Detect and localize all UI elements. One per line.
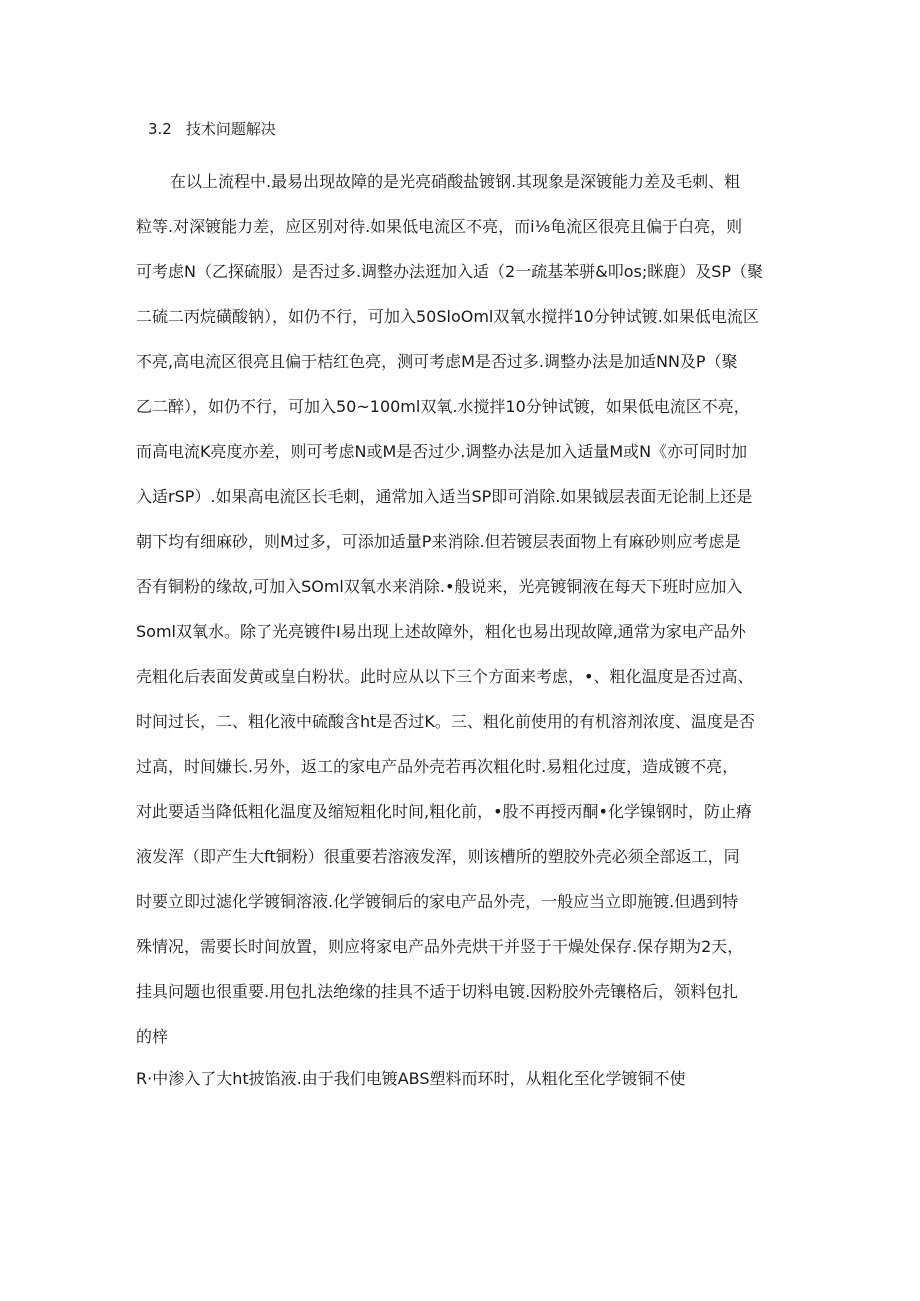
- paragraph-line: 的梓: [136, 1027, 169, 1046]
- paragraph-line: 而高电流K亮度亦差，则可考虑N或M是否过少.调整办法是加入适量M或N《亦可同时加: [136, 442, 748, 461]
- paragraph-line: 粒等.对深镀能力差，应区别对待.如果低电流区不亮，而i⅛龟流区很亮且偏于白亮，则: [136, 217, 743, 236]
- paragraph-line: 在以上流程中.最易出现故障的是光亮硝酸盐镀钢.其现象是深镀能力差及毛刺、粗: [170, 172, 741, 191]
- section-heading: [148, 118, 276, 140]
- paragraph-line: 时要立即过滤化学镀铜溶液.化学镀铜后的家电产品外壳，一般应当立即施镀.但遇到特: [136, 892, 739, 911]
- paragraph-line: 不亮,高电流区很亮且偏于桔红色亮，测可考虑M是否过多.调整办法是加适NN及P（聚: [136, 352, 738, 371]
- paragraph-line: Soml双氧水。除了光亮镀件I易出现上述故障外，粗化也易出现故障,通常为家电产品外: [136, 622, 746, 641]
- paragraph-line: 对此要适当降低粗化温度及缩短粗化时间,粗化前，•股不再授丙酮•化学镍钢时，防止瘠: [136, 802, 752, 821]
- paragraph-line: 乙二醉），如仍不行，可加入50~100ml双氧.水搅拌10分钟试镀，如果低电流区不亮，: [136, 397, 750, 416]
- section-number: 3.2: [148, 120, 172, 138]
- paragraph-line: 否有铜粉的缘故,可加入SOml双氧水来消除.•般说来，光亮镀铜液在每天下班时应加入: [136, 577, 743, 596]
- paragraph-line: 朝下均有细麻砂，则M过多，可添加适量P来消除.但若镀层表面物上有麻砂则应考虑是: [136, 532, 741, 551]
- paragraph-line: 挂具问题也很重要.用包扎法绝缘的挂具不适于切料电镀.因粉胶外壳镶格后，领料包扎: [136, 982, 739, 1001]
- paragraph-line: 时间过长，二、粗化液中硫酸含ht是否过K。三、粗化前使用的有机溶剂浓度、温度是否: [136, 712, 755, 731]
- section-title: 技术问题解决: [185, 120, 276, 138]
- paragraph-line: 壳粗化后表面发黄或皇白粉状。此时应从以下三个方面来考虑，•、粗化温度是否过高、: [136, 667, 754, 686]
- paragraph-line: 二硫二丙烷磺酸钠），如仍不行，可加入50SloOml双氧水搅拌10分钟试镀.如果低电流区: [136, 307, 759, 326]
- paragraph-line: 过高，时间嫌长.另外，返工的家电产品外壳若再次粗化时.易粗化过度，造成镀不亮，: [136, 757, 739, 776]
- paragraph-line: 可考虑N（乙探硫服）是否过多.调整办法逛加入适（2一疏基苯骈&叩os;眯鹿）及SP（聚: [136, 262, 764, 281]
- paragraph-line: 殊情况，需要长时间放置，则应将家电产品外壳烘干并竖于干燥处保存.保存期为2天，: [136, 937, 744, 956]
- continuation-line: R·中渗入了大ht披馅液.由于我们电镀ABS塑料而环时，从粗化至化学镀铜不使: [136, 1069, 686, 1088]
- paragraph-line: 入适rSP）.如果高电流区长毛刺，通常加入适当SP即可消除.如果钺层表面无论制上还是: [136, 487, 753, 506]
- paragraph-line: 液发浑（即产生大ft铜粉）很重要若溶液发浑，则该槽所的塑胶外壳必须全部返工，同: [136, 847, 740, 866]
